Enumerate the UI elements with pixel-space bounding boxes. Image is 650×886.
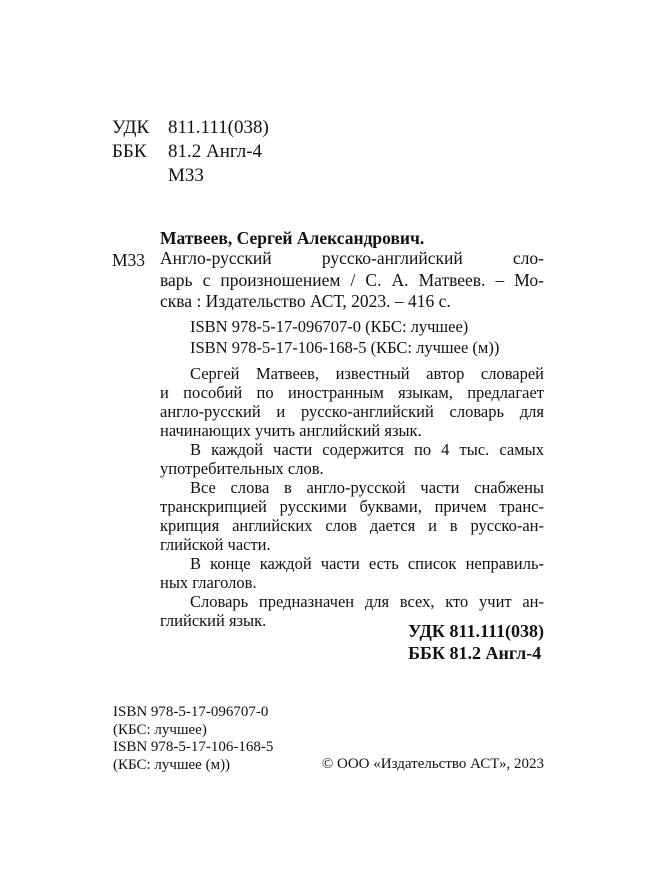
author-heading: Матвеев, Сергей Александрович. bbox=[160, 228, 425, 248]
isbn-list bbox=[190, 316, 499, 358]
annotation-line: Сергей Матвеев, известный автор словарей bbox=[190, 364, 544, 383]
udk-value: 811.111(038) bbox=[168, 117, 269, 138]
annotation-line: начинающих учить английский язык. bbox=[160, 421, 422, 440]
footer-isbn-list bbox=[113, 704, 273, 774]
bibliographic-description bbox=[160, 248, 544, 313]
footer-isbn-line: (КБС: лучшее (м)) bbox=[113, 756, 231, 773]
udk-label: УДК bbox=[112, 117, 150, 138]
annotation-line: ных глаголов. bbox=[160, 573, 257, 592]
annotation-line: В конце каждой части есть список неправиль- bbox=[190, 554, 544, 573]
annotation-line: англо-русский и русско-английский словарь для bbox=[160, 402, 544, 421]
bottom-udk: УДК 811.111(038) bbox=[408, 621, 544, 641]
bbk-row bbox=[112, 140, 269, 164]
annotation-line: крипция английских слов дается и в русско-ан- bbox=[160, 516, 544, 535]
isbn-line: ISBN 978-5-17-106-168-5 (КБС: лучшее (м)) bbox=[190, 338, 500, 357]
top-classification bbox=[112, 116, 269, 188]
bottom-classification bbox=[408, 620, 544, 664]
annotation-paragraph bbox=[160, 478, 544, 554]
footer-isbn-line: ISBN 978-5-17-096707-0 bbox=[113, 704, 269, 720]
bbk-label: ББК bbox=[112, 141, 147, 162]
annotation-paragraph bbox=[160, 364, 544, 440]
annotation-line: транскрипцией русскими буквами, причем транс- bbox=[160, 497, 544, 516]
author-mark-row bbox=[112, 164, 269, 188]
annotation-line: глийский язык. bbox=[160, 611, 267, 630]
bbk-value: 81.2 Англ-4 bbox=[168, 141, 263, 162]
annotation-line: В каждой части содержится по 4 тыс. самых bbox=[190, 440, 544, 459]
bottom-bbk: ББК 81.2 Англ-4 bbox=[408, 643, 542, 663]
annotation-line: глийской части. bbox=[160, 535, 271, 554]
annotation-line: употребительных слов. bbox=[160, 459, 324, 478]
annotation-paragraph bbox=[160, 440, 544, 478]
annotation-line: и пособий по иностранным языкам, предлагает bbox=[160, 383, 544, 402]
entry-author-mark: М33 bbox=[112, 250, 146, 270]
biblio-line: варь с произношением / С. А. Матвеев. – Мо- bbox=[160, 269, 544, 290]
annotation-line: Словарь предназначен для всех, кто учит ан- bbox=[190, 592, 544, 611]
isbn-line: ISBN 978-5-17-096707-0 (КБС: лучшее) bbox=[190, 317, 469, 336]
annotation-line: Все слова в англо-русской части снабжены bbox=[190, 478, 544, 497]
footer-isbn-line: (КБС: лучшее) bbox=[113, 721, 207, 738]
biblio-line: Англо-русский русско-английский сло- bbox=[160, 248, 544, 268]
biblio-line: сква : Издательство АСТ, 2023. – 416 с. bbox=[160, 291, 451, 311]
copyright-notice: © ООО «Издательство АСТ», 2023 bbox=[321, 756, 544, 772]
udk-row bbox=[112, 116, 269, 140]
footer-isbn-line: ISBN 978-5-17-106-168-5 bbox=[113, 739, 274, 755]
annotation-paragraph bbox=[160, 554, 544, 592]
annotation bbox=[160, 364, 544, 630]
author-mark-value: М33 bbox=[168, 165, 204, 186]
